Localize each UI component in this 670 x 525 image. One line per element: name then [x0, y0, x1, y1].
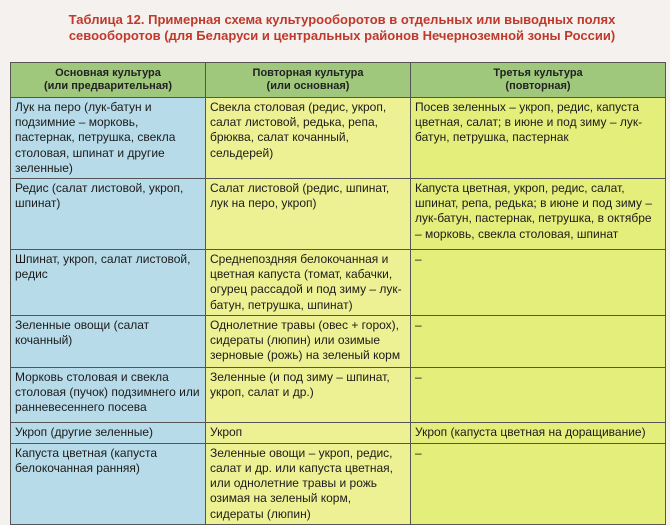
cell-third-crop: –: [411, 367, 666, 422]
table-title-line-1: Таблица 12. Примерная схема культурооборотов в отдельных или выводных полях: [68, 12, 616, 27]
crop-rotation-table: [10, 62, 666, 525]
cell-main-crop: Редис (салат листовой, укроп, шпинат): [11, 179, 206, 250]
cell-third-crop: –: [411, 315, 666, 367]
cell-main-crop: Морковь столовая и свекла столовая (пучок) подзимнего или ранневесеннего посева: [11, 367, 206, 422]
table-header-row: [11, 63, 666, 98]
cell-repeat-crop: Зеленные (и под зиму – шпинат, укроп, салат и др.): [206, 367, 411, 422]
cell-third-crop: Капуста цветная, укроп, редис, салат, шпинат, репа, редька; в июне и под зиму – лук-батун, пастернак, петрушка, в октябре – морковь, свекла столовая, шпинат: [411, 179, 666, 250]
table-title: [62, 12, 622, 44]
cell-third-crop: –: [411, 250, 666, 316]
header-repeat-crop: Повторная культура (или основная): [206, 63, 411, 98]
cell-repeat-crop: Салат листовой (редис, шпинат, лук на перо, укроп): [206, 179, 411, 250]
cell-main-crop: Лук на перо (лук-батун и подзимние – морковь, пастернак, петрушка, свекла столовая, шпинат и другие зеленные): [11, 98, 206, 179]
cell-repeat-crop: Однолетние травы (овес + горох), сидераты (люпин) или озимые зерновые (рожь) на зеленый корм: [206, 315, 411, 367]
table-row: [11, 179, 666, 250]
cell-third-crop: Посев зеленных – укроп, редис, капуста цветная, салат; в июне и под зиму – лук-батун, петрушка, пастернак: [411, 98, 666, 179]
cell-main-crop: Зеленные овощи (салат кочанный): [11, 315, 206, 367]
table-title-line-2: севооборотов (для Беларуси и центральных районов Нечерноземной зоны России): [68, 28, 616, 43]
table-row: [11, 367, 666, 422]
table-row: [11, 315, 666, 367]
table-row: [11, 250, 666, 316]
cell-repeat-crop: Свекла столовая (редис, укроп, салат листовой, редька, репа, брюква, салат кочанный, сельдерей): [206, 98, 411, 179]
header-third-crop: Третья культура (повторная): [411, 63, 666, 98]
cell-main-crop: Капуста цветная (капуста белокочанная ранняя): [11, 443, 206, 524]
cell-repeat-crop: Зеленные овощи – укроп, редис, салат и др. или капуста цветная, или однолетние травы и рожь озимая на зеленый корм, сидераты (люпин): [206, 443, 411, 524]
cell-third-crop: Укроп (капуста цветная на доращивание): [411, 422, 666, 443]
table-row: [11, 98, 666, 179]
cell-repeat-crop: Среднепоздняя белокочанная и цветная капуста (томат, кабачки, огурец рассадой и под зиму – лук-батун, петрушка, шпинат): [206, 250, 411, 316]
cell-repeat-crop: Укроп: [206, 422, 411, 443]
header-main-crop: Основная культура (или предварительная): [11, 63, 206, 98]
cell-main-crop: Шпинат, укроп, салат листовой, редис: [11, 250, 206, 316]
table-row: [11, 422, 666, 443]
cell-main-crop: Укроп (другие зеленные): [11, 422, 206, 443]
cell-third-crop: –: [411, 443, 666, 524]
table-row: [11, 443, 666, 524]
